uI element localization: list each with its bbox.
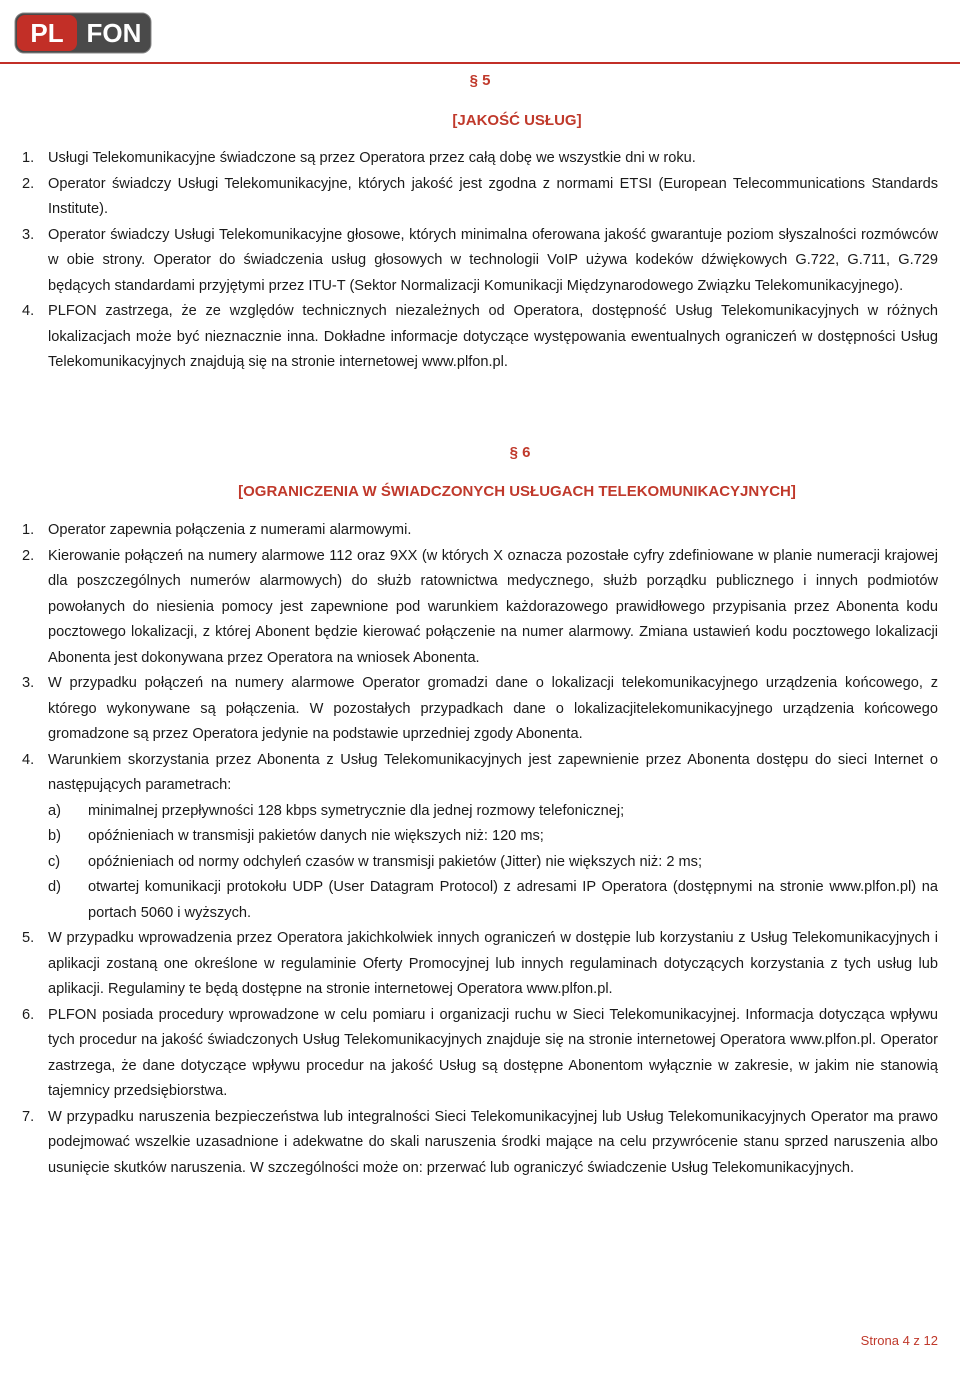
sub-item-letter: d) <box>48 879 61 895</box>
sub-item-letter: c) <box>48 853 61 870</box>
item-text: W przypadku połączeń na numery alarmowe Operator gromadzi dane o lokalizacji telekomunikacyjnego urządzenia końcowego, z którego wykonywane są połączenia. W pozostałych przypadkach dane o lokalizacjitelekomunikacyjnego urządzenia końcowego gromadzone są przez Operatora jedynie na podstawie uprzedniej zgody Abonenta. <box>48 675 938 742</box>
item-number: 2. <box>22 175 35 192</box>
item-number: 1. <box>22 150 35 166</box>
item-text: Operator zapewnia połączenia z numerami alarmowymi. <box>48 522 412 538</box>
list-item <box>22 1105 938 1182</box>
page-number: Strona 4 z 12 <box>860 1333 938 1348</box>
item-number: 1. <box>22 522 35 538</box>
sub-item-text: otwartej komunikacji protokołu UDP (User Datagram Protocol) z adresami IP Operatora (dostępnymi na stronie www.plfon.pl) na portach 5060 i wyższych. <box>88 879 938 921</box>
item-text: Warunkiem skorzystania przez Abonenta z Usług Telekomunikacyjnych jest zapewnienie przez Abonenta dostępu do sieci Internet o następujących parametrach: <box>48 751 938 793</box>
section-5-number: § 5 <box>469 72 491 89</box>
section-6-number: § 6 <box>509 444 531 461</box>
sub-list-item <box>22 799 938 825</box>
sub-item-text: opóźnieniach w transmisji pakietów danych nie większych niż: 120 ms; <box>88 828 544 844</box>
sub-item-text: opóźnieniach od normy odchyleń czasów w transmisji pakietów (Jitter) nie większych niż: 2 ms; <box>88 853 702 870</box>
item-text: Operator świadczy Usługi Telekomunikacyjne, których jakość jest zgodna z normami ETSI (European Telecommunications Standards Institute). <box>48 175 938 217</box>
list-item <box>22 223 938 300</box>
item-text: Operator świadczy Usługi Telekomunikacyjne głosowe, których minimalna oferowana jakość gwarantuje poziom słyszalności rozmówców w obie strony. Operator do świadczenia usług głosowych w technologii VoIP używa kodeków dźwiękowych G.722, G.711, G.729 będących standardami przyjętymi przez ITU-T (Sektor Normalizacji Komunikacji Międzynarodowego Związku Telekomunikacyjnego). <box>48 226 938 294</box>
item-text: Usługi Telekomunikacyjne świadczone są przez Operatora przez całą dobę we wszystkie dni w roku. <box>48 150 696 166</box>
section-5-list <box>22 146 938 376</box>
list-item <box>22 146 938 172</box>
item-text: PLFON posiada procedury wprowadzone w celu pomiaru i organizacji ruchu w Sieci Telekomunikacyjnej. Informacja dotycząca wpływu tych procedur na jakość świadczonych Usług Telekomunikacyjnych znajduje się na stronie internetowej Operatora www.plfon.pl. Operator zastrzega, że dane dotyczące wpływu procedur na jakość Usług są dostępne Abonentom wyłącznie w zakresie, w jakim nie stanowią tajemnicy przedsiębiorstwa. <box>48 1006 938 1099</box>
item-number: 4. <box>22 303 35 319</box>
item-number: 3. <box>22 675 35 691</box>
sub-item-letter: a) <box>48 802 61 819</box>
list-item <box>22 1003 938 1105</box>
item-text: PLFON zastrzega, że ze względów technicznych niezależnych od Operatora, dostępność Usług Telekomunikacyjnych w różnych lokalizacjach może być nieznacznie inna. Dokładne informacje dotyczące występowania ewentualnych ograniczeń w dostępności Usług Telekomunikacyjnych znajdują się na stronie internetowej www.plfon.pl. <box>48 303 938 370</box>
item-number: 7. <box>22 1108 35 1125</box>
sub-list-item <box>22 875 938 926</box>
item-number: 3. <box>22 226 35 243</box>
item-number: 6. <box>22 1006 35 1023</box>
list-item <box>22 926 938 1003</box>
sub-item-letter: b) <box>48 828 61 844</box>
logo-text-left: PL <box>30 18 64 48</box>
list-item <box>22 544 938 672</box>
sub-list-item <box>22 850 938 876</box>
section-5-title: [JAKOŚĆ USŁUG] <box>452 112 582 129</box>
list-item <box>22 748 938 799</box>
list-item <box>22 172 938 223</box>
item-number: 4. <box>22 751 35 768</box>
list-item <box>22 518 938 544</box>
sub-list-item <box>22 824 938 850</box>
logo-text-right: FON <box>86 18 142 48</box>
item-number: 2. <box>22 547 35 564</box>
item-text: W przypadku wprowadzenia przez Operatora jakichkolwiek innych ograniczeń w dostępie lub korzystaniu z Usług Telekomunikacyjnych i aplikacji zostaną one określone w regulaminie Oferty Promocyjnej lub innych regulaminach dotyczących korzystania z tych usług lub aplikacji. Regulaminy te będą dostępne na stronie internetowej Operatora www.plfon.pl. <box>48 930 938 997</box>
item-number: 5. <box>22 930 35 946</box>
item-text: Kierowanie połączeń na numery alarmowe 112 oraz 9XX (w których X oznacza pozostałe cyfry zdefiniowane w planie numeracji krajowej dla poszczególnych numerów alarmowych) do służb ratownictwa medycznego, służb porządku publicznego i innych podmiotów powołanych do niesienia pomocy jest zapewnione pod warunkiem każdorazowego prawidłowego przypisania przez Abonenta kodu pocztowego lokalizacji, z której Abonent będzie kierować połączenie na numer alarmowy. Zmiana ustawień kodu pocztowego lokalizacji Abonenta jest dokonywana przez Operatora na wniosek Abonenta. <box>48 547 938 666</box>
section-6-title: [OGRANICZENIA W ŚWIADCZONYCH USŁUGACH TELEKOMUNIKACYJNYCH] <box>238 483 796 500</box>
list-item <box>22 671 938 748</box>
section-6-list <box>22 518 938 1181</box>
sub-item-text: minimalnej przepływności 128 kbps symetrycznie dla jednej rozmowy telefonicznej; <box>88 802 625 819</box>
list-item <box>22 299 938 376</box>
plfon-logo <box>14 12 152 54</box>
item-text: W przypadku naruszenia bezpieczeństwa lub integralności Sieci Telekomunikacyjnej lub Usług Telekomunikacyjnych Operator ma prawo podejmować wszelkie uzasadnione i adekwatne do skali naruszenia środki mające na celu przywrócenie stanu sprzed naruszenia albo usunięcie skutków naruszenia. W szczególności może on: przerwać lub ograniczyć świadczenie Usług Telekomunikacyjnych. <box>48 1108 938 1176</box>
header-divider <box>0 62 960 64</box>
